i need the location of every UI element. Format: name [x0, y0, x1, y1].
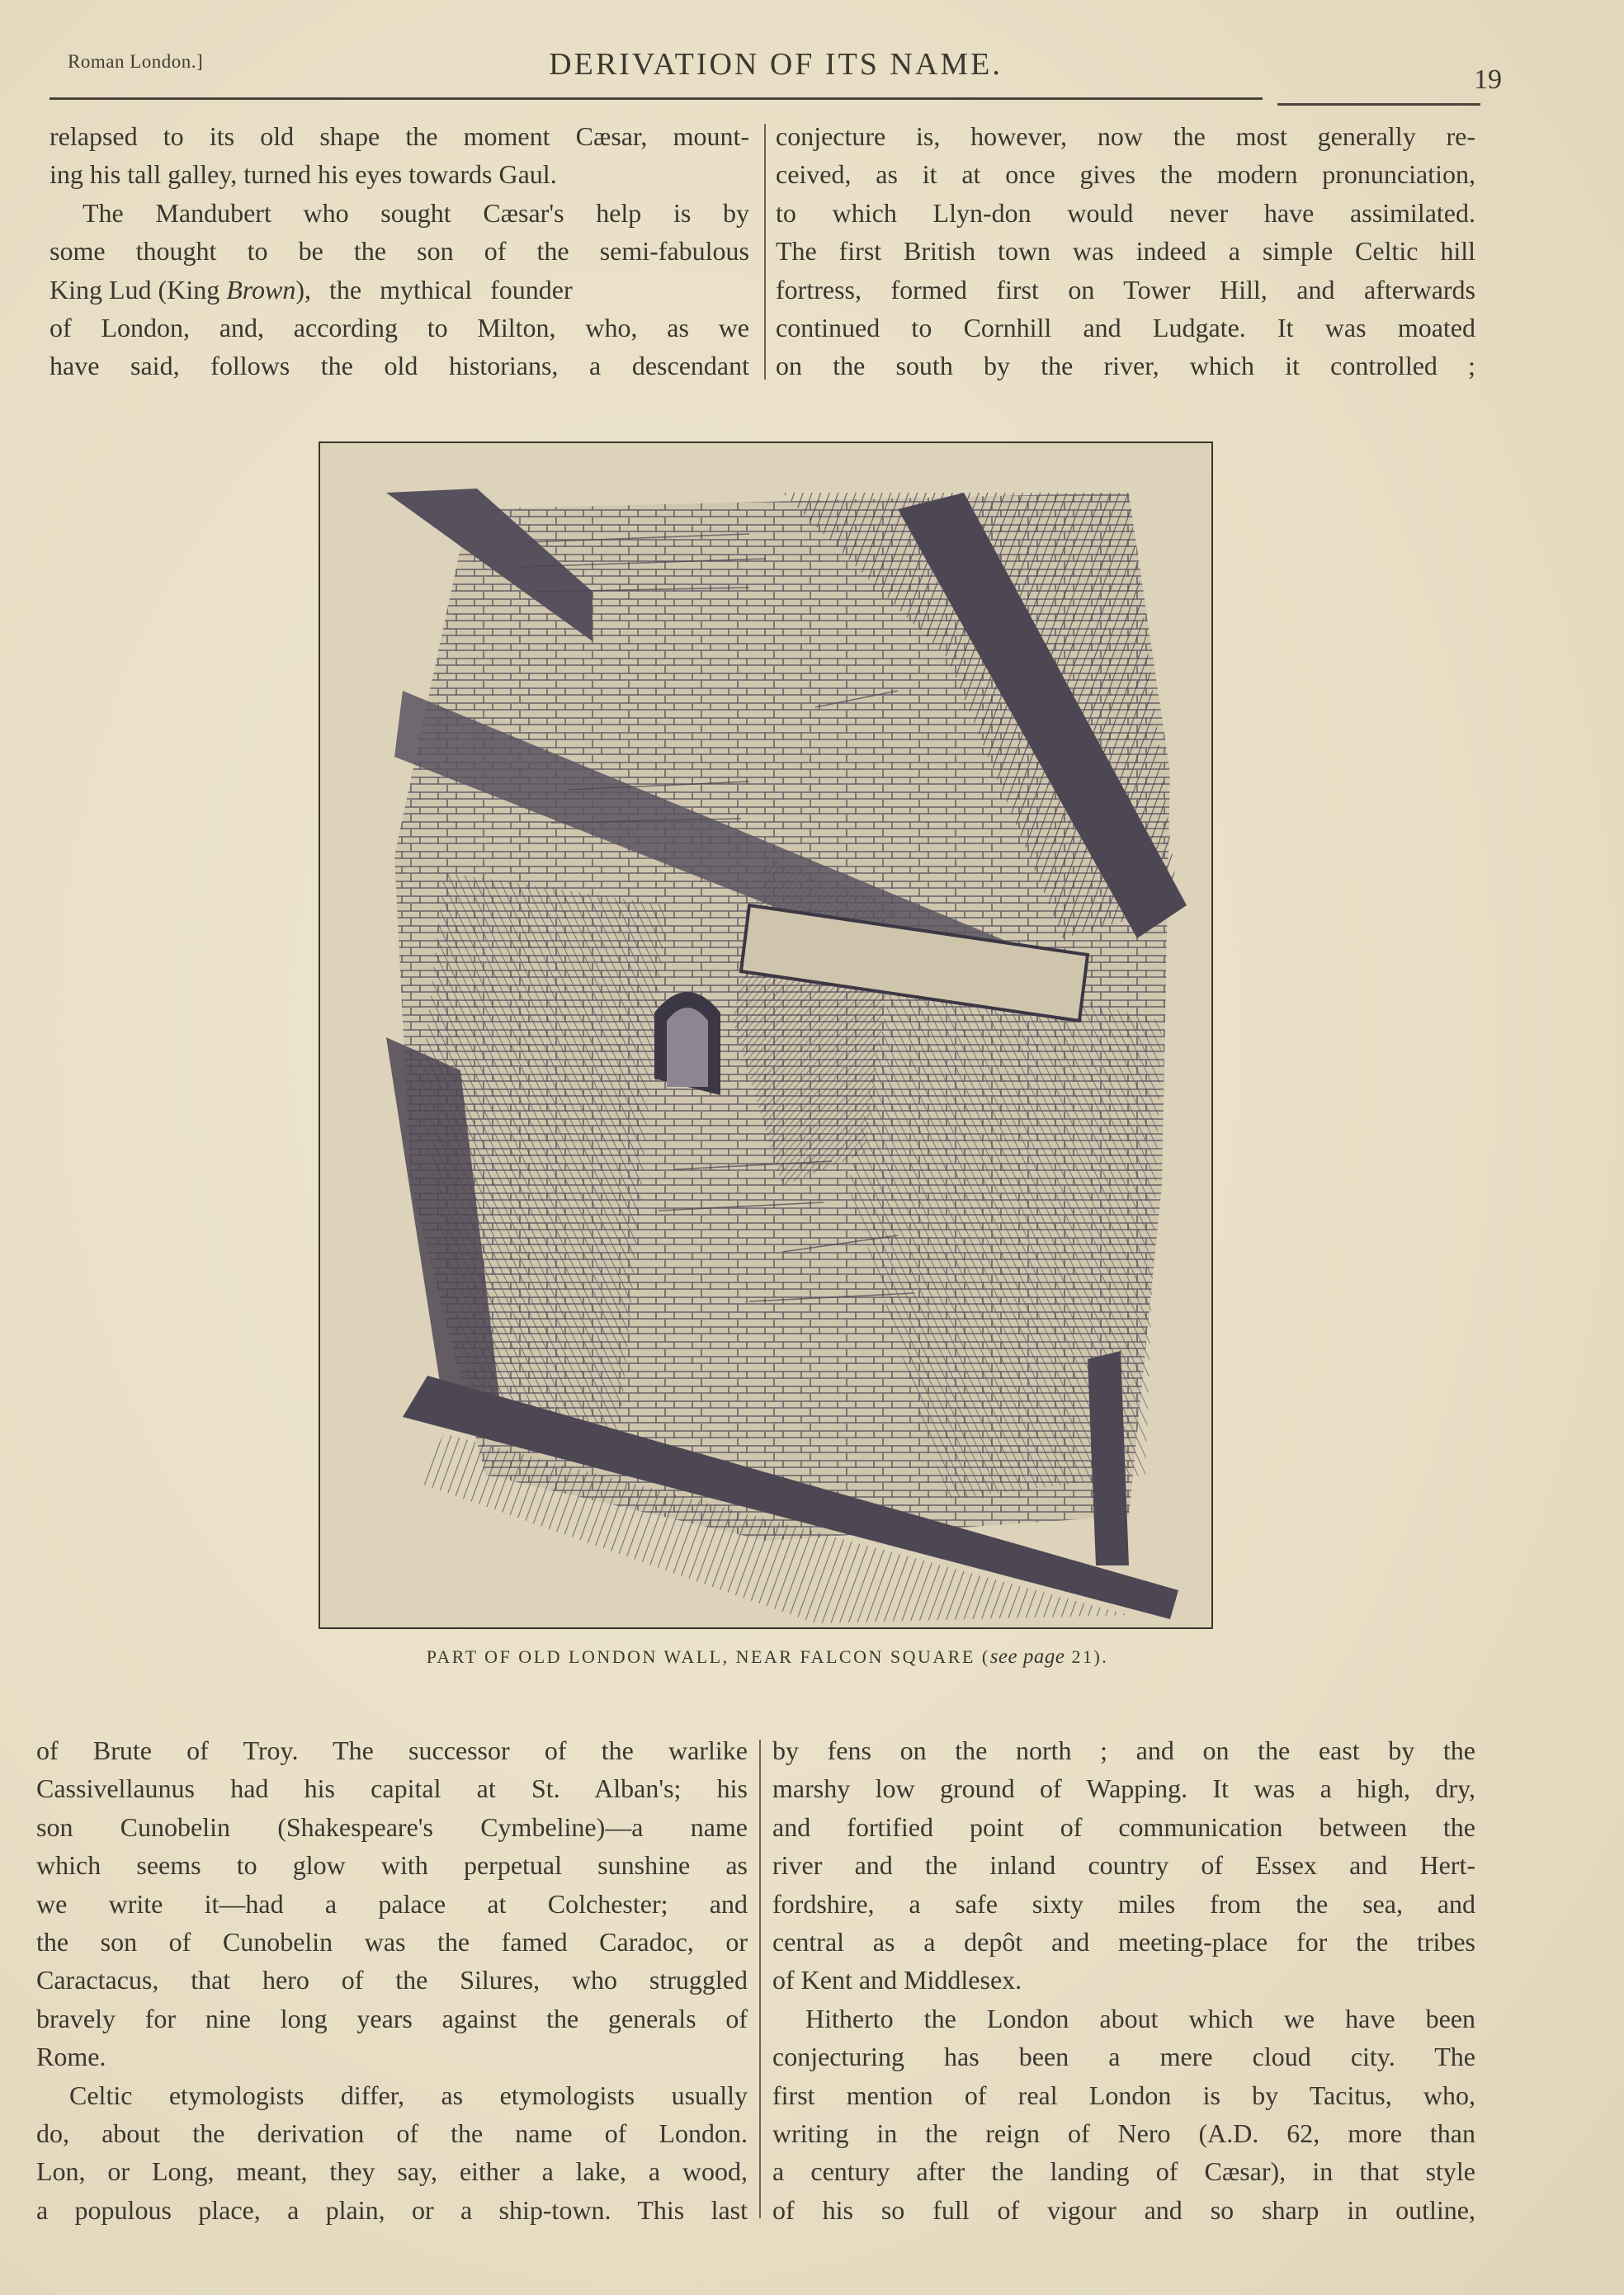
text-line: which seems to glow with perpetual sunshine as [36, 1850, 748, 1881]
text-line: river and the inland country of Essex and Hert- [772, 1850, 1475, 1881]
text-line: Caractacus, that hero of the Silures, who struggled [36, 1965, 748, 1995]
text-fragment: writing in the reign of Nero ( [772, 2118, 1208, 2149]
running-head-section: Roman London.] [68, 51, 204, 72]
text-line: of Brute of Troy. The successor of the warlike [36, 1735, 748, 1765]
text-line: ceived, as it at once gives the modern pronunciation, [776, 159, 1475, 190]
page-number: 19 [1474, 64, 1502, 95]
text-line: marshy low ground of Wapping. It was a high, dry, [772, 1773, 1475, 1804]
engraving-drawing [320, 443, 1211, 1627]
top-left-column [50, 117, 749, 385]
paragraph [36, 1731, 748, 2076]
text-line: of London, and, according to Milton, who, as we [50, 313, 749, 343]
header-rule [50, 97, 1263, 100]
text-line: on the south by the river, which it controlled ; [776, 351, 1475, 381]
caption-text: PART OF OLD LONDON WALL, NEAR FALCON SQUARE ( [426, 1646, 990, 1667]
column-divider [764, 124, 766, 380]
text-fragment: King Lud (King [50, 274, 227, 305]
paragraph [50, 194, 749, 385]
text-line: Celtic etymologists differ, as etymologists usually [69, 2080, 748, 2110]
text-line: of his so full of vigour and so sharp in outline, [772, 2194, 1475, 2225]
text-line: we write it—had a palace at Colchester; and [36, 1888, 748, 1919]
caption-page-ref: 21). [1065, 1646, 1109, 1667]
text-line: fortress, formed first on Tower Hill, and afterwards [776, 274, 1475, 305]
text-line [50, 271, 749, 309]
top-right-column [776, 117, 1475, 385]
text-line: do, about the derivation of the name of London. [36, 2118, 748, 2149]
bottom-right-column [772, 1731, 1475, 2229]
bottom-left-column [36, 1731, 748, 2229]
text-line: to which Llyn-don would never have assimilated. [776, 197, 1475, 228]
text-line: ing his tall galley, turned his eyes towards Gaul. [50, 159, 557, 190]
text-line: a century after the landing of Cæsar), in that style [772, 2156, 1475, 2187]
text-line: bravely for nine long years against the generals of [36, 2003, 748, 2033]
text-line: first mention of real London is by Tacitus, who, [772, 2080, 1475, 2110]
engraving-illustration [319, 442, 1213, 1629]
text-line: of Kent and Middlesex. [772, 1965, 1022, 1995]
figure-caption [248, 1646, 1287, 1669]
text-line: and fortified point of communication between the [772, 1811, 1475, 1842]
paragraph [772, 2000, 1475, 2229]
running-head-title: DERIVATION OF ITS NAME. [549, 47, 1003, 82]
text-line: Hitherto the London about which we have been [805, 2003, 1475, 2033]
text-line: The Mandubert who sought Cæsar's help is by [83, 197, 749, 228]
text-line: son Cunobelin (Shakespeare's Cymbeline)—a name [36, 1811, 748, 1842]
text-line: relapsed to its old shape the moment Cæsar, mount- [50, 121, 749, 151]
italic-word: Brown [226, 274, 296, 305]
paragraph [776, 117, 1475, 385]
paragraph [772, 1731, 1475, 2000]
text-line: have said, follows the old historians, a descendant [50, 351, 749, 381]
era-abbreviation: A.D. [1207, 2118, 1259, 2149]
column-divider [759, 1740, 761, 2218]
text-line: by fens on the north ; and on the east by the [772, 1735, 1475, 1765]
page-number-rule [1277, 103, 1480, 106]
text-line: some thought to be the son of the semi-fabulous [50, 236, 749, 267]
text-line: The first British town was indeed a simple Celtic hill [776, 236, 1475, 267]
text-line: the son of Cunobelin was the famed Caradoc, or [36, 1927, 748, 1957]
text-fragment: ), the mythical founder [295, 274, 573, 305]
text-fragment: 62, more than [1258, 2118, 1475, 2149]
paragraph [36, 2076, 748, 2230]
text-line: a populous place, a plain, or a ship-town. This last [36, 2194, 748, 2225]
paragraph [50, 117, 749, 194]
caption-see-page: see page [989, 1646, 1065, 1668]
text-line: central as a depôt and meeting-place for the tribes [772, 1927, 1475, 1957]
text-line: conjecturing has been a mere cloud city. The [772, 2042, 1475, 2072]
text-line [772, 2114, 1475, 2152]
text-line: continued to Cornhill and Ludgate. It was moated [776, 313, 1475, 343]
text-line: fordshire, a safe sixty miles from the sea, and [772, 1888, 1475, 1919]
text-line: Cassivellaunus had his capital at St. Alban's; his [36, 1773, 748, 1804]
text-line: conjecture is, however, now the most generally re- [776, 121, 1475, 151]
text-line: Lon, or Long, meant, they say, either a lake, a wood, [36, 2156, 748, 2187]
text-line: Rome. [36, 2042, 106, 2072]
